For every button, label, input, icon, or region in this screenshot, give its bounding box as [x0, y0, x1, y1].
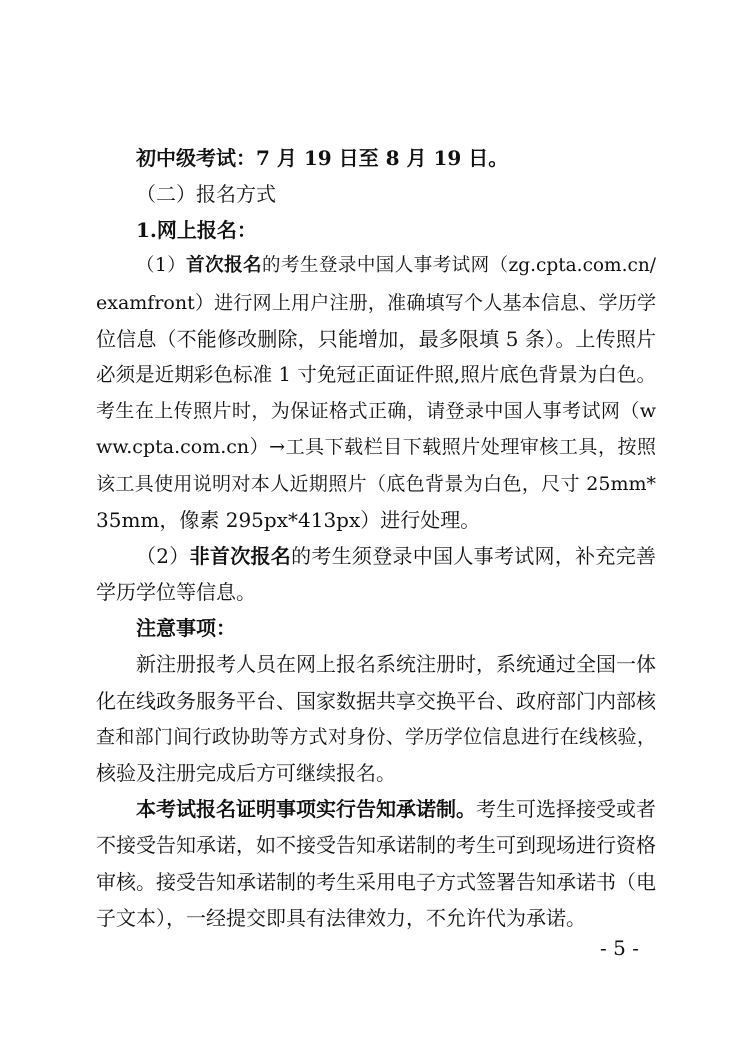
- paragraph-line: 位信息（不能修改删除，只能增加，最多限填 5 条）。上传照片: [96, 327, 656, 351]
- paragraph-line: 该工具使用说明对本人近期照片（底色背景为白色，尺寸 25mm*: [96, 473, 656, 495]
- bold-term: 首次报名: [186, 255, 263, 276]
- line-text: 的考生登录中国人事考试网（zg.cpta.com.cn/: [262, 255, 656, 276]
- paragraph-line: [96, 795, 656, 823]
- page-number: - 5 -: [600, 936, 639, 960]
- paragraph-line: 必须是近期彩色标准 1 寸免冠正面证件照,照片底色背景为白色。: [96, 363, 656, 386]
- paragraph-line: 学历学位等信息。: [96, 580, 256, 604]
- bold-term: 非首次报名: [189, 544, 292, 568]
- subsection-heading: 1.网上报名：: [136, 218, 257, 242]
- paragraph-line: 审核。接受告知承诺制的考生采用电子方式签署告知承诺书（电: [96, 870, 656, 894]
- paragraph-line: [96, 252, 656, 280]
- paragraph-line: examfront）进行网上用户注册，准确填写个人基本信息、学历学: [96, 292, 656, 314]
- paragraph-line: 35mm，像素 295px*413px）进行处理。: [96, 508, 481, 532]
- line-text: 考生可选择接受或者: [476, 797, 656, 821]
- item-marker: （1）: [136, 255, 187, 276]
- paragraph-line: 化在线政务服务平台、国家数据共享交换平台、政府部门内部核: [96, 689, 656, 713]
- bold-term: 本考试报名证明事项实行告知承诺制。: [136, 797, 476, 821]
- paragraph-line: 考生在上传照片时，为保证格式正确，请登录中国人事考试网（w: [96, 400, 656, 422]
- paragraph-line: 查和部门间行政协助等方式对身份、学历学位信息进行在线核验，: [96, 726, 656, 748]
- paragraph-line: ww.cpta.com.cn）→工具下载栏目下载照片处理审核工具，按照: [96, 436, 656, 458]
- exam-period-line: 初中级考试：7 月 19 日至 8 月 19 日。: [136, 146, 509, 170]
- line-text: 的考生须登录中国人事考试网，补充完善: [291, 544, 657, 568]
- paragraph-line: 子文本），一经提交即具有法律效力，不允许代为承诺。: [96, 906, 586, 930]
- paragraph-line: [96, 542, 656, 570]
- notes-heading: 注意事项：: [136, 616, 236, 640]
- item-marker: （2）: [136, 544, 190, 568]
- paragraph-line: 新注册报考人员在网上报名系统注册时，系统通过全国一体: [136, 652, 656, 676]
- paragraph-line: 不接受告知承诺，如不接受告知承诺制的考生可到现场进行资格: [96, 833, 656, 857]
- paragraph-line: 核验及注册完成后方可继续报名。: [96, 761, 396, 785]
- section-heading: （二）报名方式: [136, 182, 276, 206]
